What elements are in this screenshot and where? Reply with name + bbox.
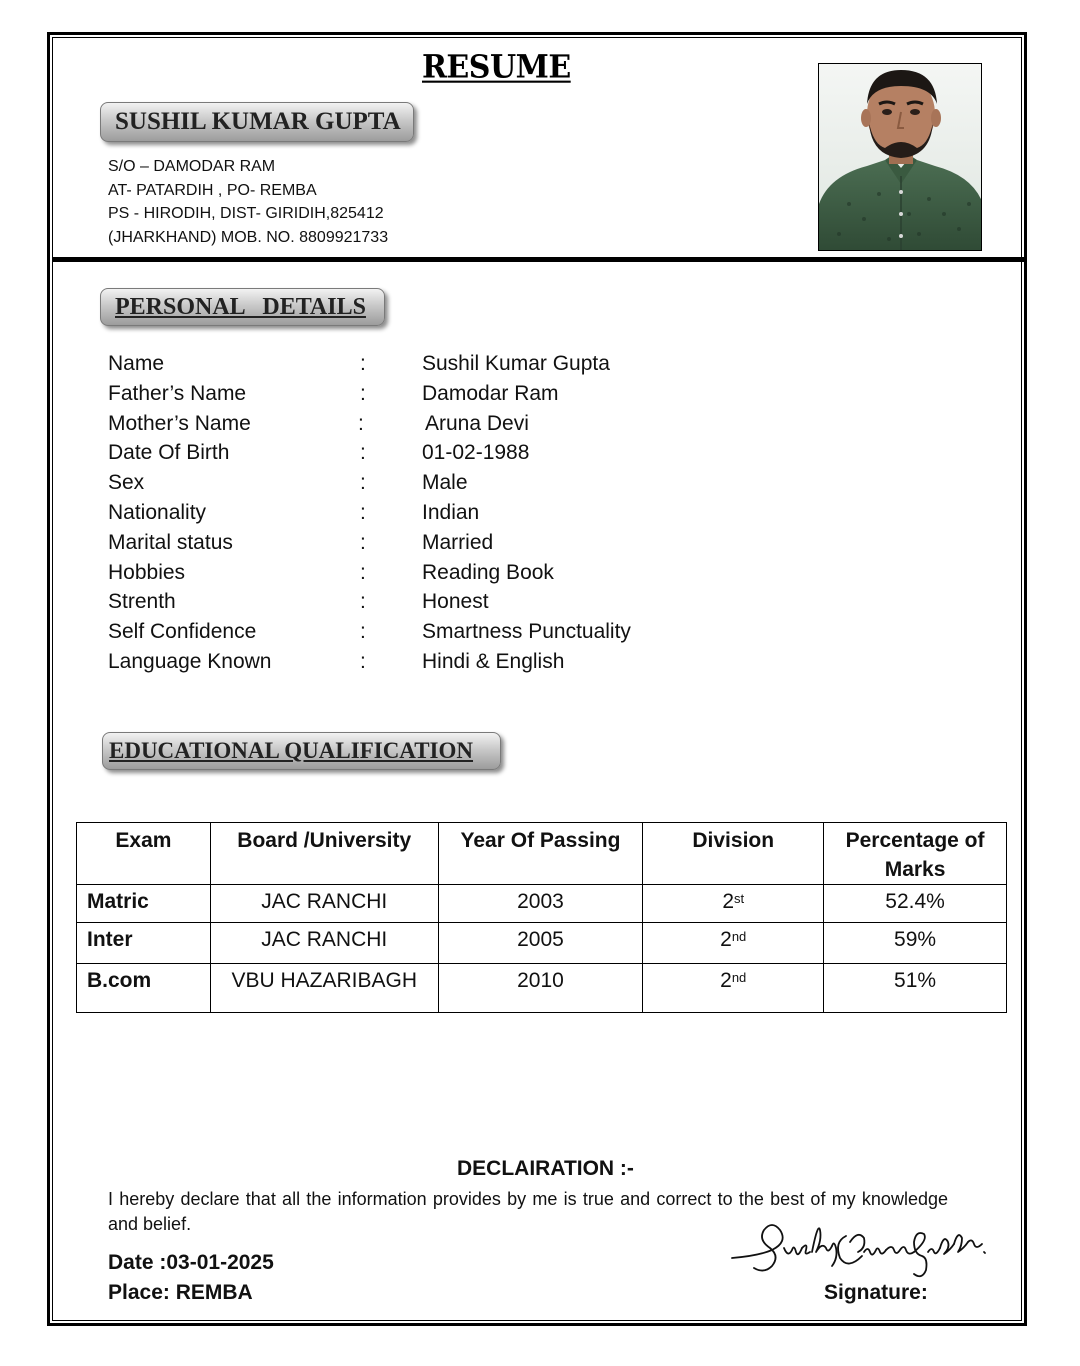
exam-cell: B.com <box>77 964 211 1013</box>
address-block <box>108 155 388 249</box>
year-cell: 2010 <box>438 964 643 1013</box>
candidate-name: SUSHIL KUMAR GUPTA <box>115 108 401 135</box>
detail-row <box>108 471 808 501</box>
personal-details-banner <box>100 288 385 326</box>
column-header: Board /University <box>210 823 438 885</box>
detail-value: Aruna Devi <box>425 411 529 435</box>
education-banner <box>102 732 501 770</box>
division-cell <box>643 885 824 923</box>
detail-value: Married <box>422 530 494 554</box>
address-line: S/O – DAMODAR RAM <box>108 158 276 175</box>
detail-label: Self Confidence <box>108 620 257 644</box>
percentage-cell: 51% <box>824 964 1007 1013</box>
board-cell: VBU HAZARIBAGH <box>210 964 438 1013</box>
detail-label: Sex <box>108 471 145 495</box>
column-header: Percentage of Marks <box>824 823 1007 885</box>
table-row <box>77 964 1007 1013</box>
percentage-cell: 59% <box>824 923 1007 964</box>
detail-label: Father’s Name <box>108 381 247 405</box>
table-header-row <box>77 823 1007 885</box>
detail-value: Male <box>422 471 468 495</box>
detail-value: Reading Book <box>422 560 554 584</box>
detail-row <box>108 441 808 471</box>
detail-row <box>108 501 808 531</box>
year-cell: 2005 <box>438 923 643 964</box>
detail-value: Sushil Kumar Gupta <box>422 352 610 375</box>
year-cell: 2003 <box>438 885 643 923</box>
detail-label: Mother’s Name <box>108 411 251 435</box>
division-value: 2 <box>720 928 732 951</box>
person-photo-icon <box>819 64 982 251</box>
place-line <box>108 1281 253 1305</box>
column-header: Exam <box>77 823 211 885</box>
detail-separator: : <box>360 500 366 524</box>
detail-row <box>108 561 808 591</box>
signature-label: Signature: <box>824 1281 928 1304</box>
address-line: AT- PATARDIH , PO- REMBA <box>108 181 317 199</box>
exam-cell: Inter <box>77 923 211 964</box>
detail-value: 01-02-1988 <box>422 441 530 465</box>
declaration-heading: DECLAIRATION :- <box>457 1157 634 1180</box>
detail-label: Nationality <box>108 500 207 524</box>
passport-photo <box>818 63 982 251</box>
detail-separator: : <box>360 530 366 554</box>
place-value: REMBA <box>175 1281 253 1304</box>
date-label: Date : <box>108 1251 167 1274</box>
personal-details-heading: PERSONAL DETAILS <box>115 293 366 320</box>
column-header: Division <box>643 823 824 885</box>
detail-label: Marital status <box>108 530 233 554</box>
exam-cell: Matric <box>77 885 211 923</box>
division-suffix: nd <box>731 929 747 944</box>
detail-value: Honest <box>422 590 489 614</box>
signature <box>728 1212 990 1284</box>
detail-separator: : <box>360 471 366 495</box>
detail-separator: : <box>358 411 364 435</box>
detail-separator: : <box>360 620 366 644</box>
education-table <box>76 822 1007 1013</box>
detail-label: Strenth <box>108 590 176 614</box>
detail-row <box>108 590 808 620</box>
board-cell: JAC RANCHI <box>210 885 438 923</box>
detail-row <box>108 352 808 382</box>
table-row <box>77 885 1007 923</box>
column-header: Year Of Passing <box>438 823 643 885</box>
detail-separator: : <box>360 352 366 375</box>
detail-value: Smartness Punctuality <box>422 620 631 644</box>
resume-title: RESUME <box>422 49 571 86</box>
division-suffix: nd <box>731 970 747 985</box>
detail-row <box>108 382 808 412</box>
detail-label: Name <box>108 352 165 375</box>
detail-value: Hindi & English <box>422 649 565 673</box>
division-cell <box>643 964 824 1013</box>
detail-separator: : <box>360 649 366 673</box>
detail-row <box>108 412 808 442</box>
address-line: PS - HIRODIH, DIST- GIRIDIH,825412 <box>108 205 384 222</box>
detail-row <box>108 620 808 650</box>
table-row <box>77 923 1007 964</box>
division-suffix: st <box>734 891 745 906</box>
declaration-text: I hereby declare that all the information provides by me is true and correct to the best of my knowledge and belief. <box>108 1189 948 1234</box>
board-cell: JAC RANCHI <box>210 923 438 964</box>
percentage-cell: 52.4% <box>824 885 1007 923</box>
place-label: Place: <box>108 1281 170 1304</box>
date-value: 03-01-2025 <box>166 1251 274 1274</box>
detail-separator: : <box>360 441 366 465</box>
address-line: (JHARKHAND) MOB. NO. 8809921733 <box>108 228 389 246</box>
handwritten-signature-icon <box>728 1212 990 1284</box>
division-value: 2 <box>720 969 732 992</box>
detail-separator: : <box>360 590 366 614</box>
personal-details-list <box>108 352 808 680</box>
date-line <box>108 1251 274 1275</box>
detail-label: Hobbies <box>108 560 186 584</box>
detail-separator: : <box>360 381 366 405</box>
detail-value: Indian <box>422 500 480 524</box>
detail-row <box>108 650 808 680</box>
header-divider <box>52 257 1027 262</box>
education-heading: EDUCATIONAL QUALIFICATION <box>109 738 474 763</box>
detail-label: Date Of Birth <box>108 441 230 465</box>
detail-label: Language Known <box>108 649 272 673</box>
detail-row <box>108 531 808 561</box>
division-value: 2 <box>722 890 734 913</box>
division-cell <box>643 923 824 964</box>
detail-value: Damodar Ram <box>422 381 559 405</box>
detail-separator: : <box>360 560 366 584</box>
candidate-name-banner <box>100 102 414 142</box>
